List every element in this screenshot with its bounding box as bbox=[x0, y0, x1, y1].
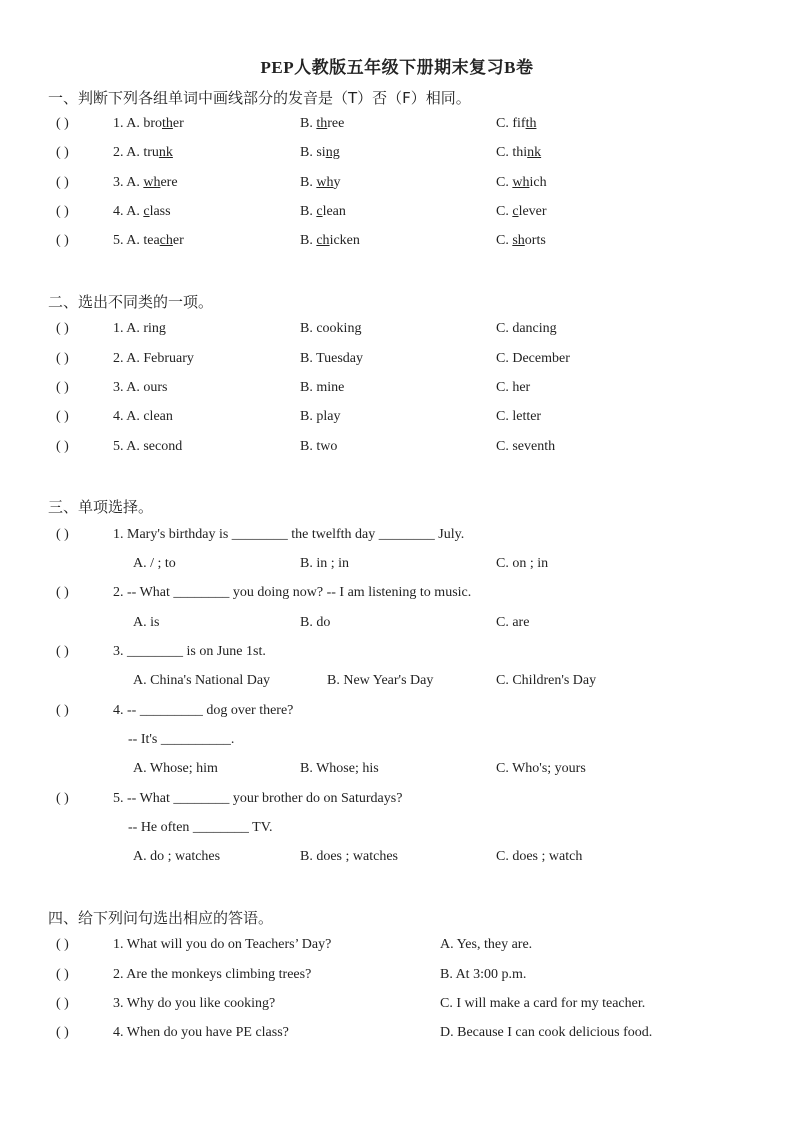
option-c: C. on ; in bbox=[496, 556, 549, 571]
answer-blank[interactable]: ( ) bbox=[56, 175, 69, 190]
section-4-heading: 四、给下列问句选出相应的答语。 bbox=[48, 909, 274, 927]
question-text: 2. Are the monkeys climbing trees? bbox=[113, 967, 312, 982]
section-1-heading: 一、判断下列各组单词中画线部分的发音是（T）否（F）相同。 bbox=[48, 89, 471, 107]
question-text: 4. When do you have PE class? bbox=[113, 1025, 289, 1040]
option-c: C. seventh bbox=[496, 439, 556, 454]
s3-q5-options bbox=[0, 849, 794, 869]
answer-blank[interactable]: ( ) bbox=[56, 439, 69, 454]
s4-row-4 bbox=[0, 1025, 794, 1045]
s1-row-4 bbox=[0, 204, 794, 224]
option-a: A. China's National Day bbox=[133, 673, 271, 688]
answer-option: A. Yes, they are. bbox=[440, 937, 533, 952]
answer-blank[interactable]: ( ) bbox=[56, 791, 69, 806]
s3-q3-options bbox=[0, 673, 794, 693]
answer-blank[interactable]: ( ) bbox=[56, 116, 69, 131]
section-3-heading: 三、单项选择。 bbox=[48, 498, 154, 516]
s3-q5-line2 bbox=[0, 820, 794, 840]
answer-blank[interactable]: ( ) bbox=[56, 937, 69, 952]
question-text: 3. Why do you like cooking? bbox=[113, 996, 276, 1011]
answer-blank[interactable]: ( ) bbox=[56, 233, 69, 248]
option-b: B. do bbox=[300, 615, 331, 630]
answer-blank[interactable]: ( ) bbox=[56, 204, 69, 219]
option-c: C. December bbox=[496, 351, 570, 366]
question-text: 3. ________ is on June 1st. bbox=[113, 644, 266, 659]
answer-option: C. I will make a card for my teacher. bbox=[440, 996, 646, 1011]
s3-q2 bbox=[0, 585, 794, 605]
option-b: B. does ; watches bbox=[300, 849, 398, 864]
option-a: A. / ; to bbox=[133, 556, 176, 571]
answer-blank[interactable]: ( ) bbox=[56, 996, 69, 1011]
answer-blank[interactable]: ( ) bbox=[56, 351, 69, 366]
answer-option: B. At 3:00 p.m. bbox=[440, 967, 527, 982]
s1-row-5 bbox=[0, 233, 794, 253]
option-b: B. mine bbox=[300, 380, 345, 395]
option-a: 3. A. ours bbox=[113, 380, 168, 395]
option-a: A. is bbox=[133, 615, 160, 630]
question-text: 1. What will you do on Teachers’ Day? bbox=[113, 937, 332, 952]
option-a: 1. A. brother bbox=[113, 116, 184, 131]
option-a: A. Whose; him bbox=[133, 761, 218, 776]
question-text: 1. Mary's birthday is ________ the twelfth day ________ July. bbox=[113, 527, 465, 542]
option-c: C. which bbox=[496, 175, 547, 190]
answer-blank[interactable]: ( ) bbox=[56, 145, 69, 160]
option-a: 5. A. second bbox=[113, 439, 183, 454]
answer-blank[interactable]: ( ) bbox=[56, 967, 69, 982]
option-c: C. letter bbox=[496, 409, 542, 424]
option-c: C. clever bbox=[496, 204, 547, 219]
question-text: -- He often ________ TV. bbox=[128, 820, 273, 835]
s3-q4 bbox=[0, 703, 794, 723]
s2-row-2 bbox=[0, 351, 794, 371]
option-b: B. play bbox=[300, 409, 341, 424]
option-b: B. in ; in bbox=[300, 556, 350, 571]
s2-row-3 bbox=[0, 380, 794, 400]
option-a: 2. A. trunk bbox=[113, 145, 173, 160]
page-title: PEP人教版五年级下册期末复习B卷 bbox=[260, 58, 534, 77]
s3-q5 bbox=[0, 791, 794, 811]
option-c: C. Children's Day bbox=[496, 673, 597, 688]
option-c: C. are bbox=[496, 615, 530, 630]
answer-blank[interactable]: ( ) bbox=[56, 380, 69, 395]
s1-row-2 bbox=[0, 145, 794, 165]
option-a: 5. A. teacher bbox=[113, 233, 184, 248]
option-a: 2. A. February bbox=[113, 351, 194, 366]
option-a: 3. A. where bbox=[113, 175, 178, 190]
option-a: 4. A. class bbox=[113, 204, 171, 219]
s2-row-5 bbox=[0, 439, 794, 459]
option-b: B. chicken bbox=[300, 233, 360, 248]
option-c: C. fifth bbox=[496, 116, 537, 131]
option-a: 4. A. clean bbox=[113, 409, 173, 424]
option-c: C. Who's; yours bbox=[496, 761, 586, 776]
option-c: C. does ; watch bbox=[496, 849, 583, 864]
option-c: C. dancing bbox=[496, 321, 557, 336]
option-b: B. sing bbox=[300, 145, 340, 160]
s4-row-2 bbox=[0, 967, 794, 987]
answer-blank[interactable]: ( ) bbox=[56, 585, 69, 600]
answer-blank[interactable]: ( ) bbox=[56, 644, 69, 659]
question-text: 4. -- _________ dog over there? bbox=[113, 703, 294, 718]
question-text: 2. -- What ________ you doing now? -- I am listening to music. bbox=[113, 585, 472, 600]
s3-q2-options bbox=[0, 615, 794, 635]
option-b: B. clean bbox=[300, 204, 346, 219]
option-b: B. three bbox=[300, 116, 345, 131]
s3-q3 bbox=[0, 644, 794, 664]
s2-row-1 bbox=[0, 321, 794, 341]
answer-blank[interactable]: ( ) bbox=[56, 1025, 69, 1040]
s1-row-1 bbox=[0, 116, 794, 136]
option-b: B. New Year's Day bbox=[327, 673, 434, 688]
option-b: B. Tuesday bbox=[300, 351, 364, 366]
option-a: 1. A. ring bbox=[113, 321, 166, 336]
answer-blank[interactable]: ( ) bbox=[56, 527, 69, 542]
option-b: B. cooking bbox=[300, 321, 362, 336]
s3-q1-options bbox=[0, 556, 794, 576]
question-text: -- It's __________. bbox=[128, 732, 235, 747]
section-2-heading: 二、选出不同类的一项。 bbox=[48, 293, 214, 311]
s1-row-3 bbox=[0, 175, 794, 195]
option-c: C. shorts bbox=[496, 233, 546, 248]
question-text: 5. -- What ________ your brother do on Saturdays? bbox=[113, 791, 403, 806]
option-b: B. two bbox=[300, 439, 338, 454]
option-a: A. do ; watches bbox=[133, 849, 221, 864]
s2-row-4 bbox=[0, 409, 794, 429]
s3-q4-line2 bbox=[0, 732, 794, 752]
answer-blank[interactable]: ( ) bbox=[56, 321, 69, 336]
answer-blank[interactable]: ( ) bbox=[56, 409, 69, 424]
option-c: C. think bbox=[496, 145, 542, 160]
option-b: B. Whose; his bbox=[300, 761, 379, 776]
answer-option: D. Because I can cook delicious food. bbox=[440, 1025, 653, 1040]
s4-row-1 bbox=[0, 937, 794, 957]
option-c: C. her bbox=[496, 380, 531, 395]
s3-q4-options bbox=[0, 761, 794, 781]
option-b: B. why bbox=[300, 175, 341, 190]
s4-row-3 bbox=[0, 996, 794, 1016]
answer-blank[interactable]: ( ) bbox=[56, 703, 69, 718]
s3-q1 bbox=[0, 527, 794, 547]
